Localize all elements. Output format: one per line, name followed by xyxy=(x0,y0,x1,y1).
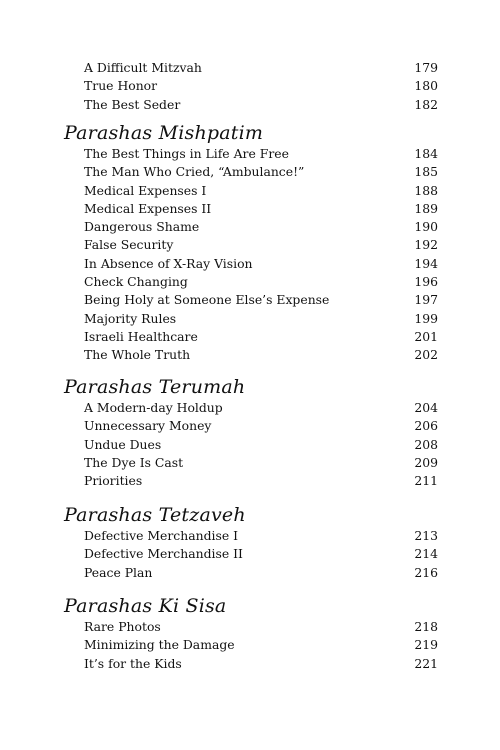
toc-entry-title: Unnecessary Money xyxy=(84,418,212,434)
toc-entry-page: 201 xyxy=(414,328,438,344)
toc-entry-title: It’s for the Kids xyxy=(84,655,182,671)
toc-entry-page: 199 xyxy=(414,310,438,326)
toc-entry-title: Peace Plan xyxy=(84,564,153,580)
toc-entry xyxy=(0,417,500,435)
toc-entry-page: 188 xyxy=(414,182,438,198)
toc-entry xyxy=(0,236,500,254)
toc-entry xyxy=(0,436,500,454)
toc-entry-page: 197 xyxy=(414,292,438,308)
toc-entry xyxy=(0,255,500,273)
toc-entry xyxy=(0,527,500,545)
toc-entry xyxy=(0,273,500,291)
toc-entry-page: 190 xyxy=(414,219,438,235)
toc-entry-page: 185 xyxy=(414,164,438,180)
toc-entry-title: Medical Expenses II xyxy=(84,200,212,216)
toc-entry-title: False Security xyxy=(84,237,174,253)
toc-entry-title: Minimizing the Damage xyxy=(84,637,235,653)
toc-entry-title: The Best Things in Life Are Free xyxy=(84,146,289,161)
toc-entry-title: Being Holy at Someone Else’s Expense xyxy=(84,292,330,308)
toc-entry xyxy=(0,77,500,95)
toc-entry-page: 204 xyxy=(414,400,438,415)
toc-entry xyxy=(0,346,500,364)
section-entries xyxy=(0,399,500,490)
toc-continued-entries xyxy=(0,59,500,114)
toc-entry-title: The Dye Is Cast xyxy=(84,454,184,470)
toc-entry-title: Check Changing xyxy=(84,274,188,290)
toc-entry-title: Majority Rules xyxy=(84,310,177,326)
toc-entry xyxy=(0,291,500,309)
toc-entry xyxy=(0,182,500,200)
section-heading: Parashas Mishpatim xyxy=(64,122,264,144)
toc-entry-page: 182 xyxy=(414,96,438,112)
section-heading: Parashas Ki Sisa xyxy=(64,595,227,617)
toc-entry-page: 214 xyxy=(414,546,438,562)
toc-entry xyxy=(0,454,500,472)
toc-entry-page: 221 xyxy=(414,655,438,671)
toc-entry xyxy=(0,545,500,563)
toc-entry-title: Medical Expenses I xyxy=(84,182,207,198)
toc-entry-page: 206 xyxy=(414,418,438,434)
toc-entry-page: 184 xyxy=(414,146,438,161)
toc-entry-title: Defective Merchandise I xyxy=(84,528,238,543)
toc-entry-title: Defective Merchandise II xyxy=(84,546,243,562)
toc-entry-page: 208 xyxy=(414,436,438,452)
toc-entry-page: 211 xyxy=(414,473,438,489)
toc-entry-page: 179 xyxy=(414,60,438,75)
toc-entry-title: The Whole Truth xyxy=(84,347,191,363)
toc-entry-page: 219 xyxy=(414,637,438,653)
toc-entry-title: Rare Photos xyxy=(84,619,161,634)
toc-entry-page: 194 xyxy=(414,255,438,271)
toc-entry xyxy=(0,636,500,654)
toc-entry-page: 218 xyxy=(414,619,438,634)
section-entries xyxy=(0,618,500,673)
toc-entry xyxy=(0,472,500,490)
section-entries xyxy=(0,527,500,582)
toc-entry-title: A Difficult Mitzvah xyxy=(84,60,202,75)
toc-entry-page: 180 xyxy=(414,78,438,94)
toc-entry xyxy=(0,618,500,636)
toc-entry-page: 216 xyxy=(414,564,438,580)
toc-entry xyxy=(0,328,500,346)
toc-entry-title: Israeli Healthcare xyxy=(84,328,198,344)
section-heading: Parashas Terumah xyxy=(64,376,246,398)
toc-entry-title: The Man Who Cried, “Ambulance!” xyxy=(84,164,305,180)
toc-entry xyxy=(0,163,500,181)
toc-entry-title: In Absence of X-Ray Vision xyxy=(84,255,253,271)
toc-entry-page: 213 xyxy=(414,528,438,543)
toc-entry xyxy=(0,96,500,114)
section-heading: Parashas Tetzaveh xyxy=(64,504,246,526)
toc-entry-title: True Honor xyxy=(84,78,158,94)
toc-entry-title: Undue Dues xyxy=(84,436,162,452)
toc-entry xyxy=(0,59,500,77)
toc-entry xyxy=(0,200,500,218)
toc-entry xyxy=(0,399,500,417)
toc-entry-page: 192 xyxy=(414,237,438,253)
toc-entry-title: A Modern-day Holdup xyxy=(84,400,223,415)
toc-entry-page: 202 xyxy=(414,347,438,363)
toc-entry-title: The Best Seder xyxy=(84,96,181,112)
toc-entry xyxy=(0,564,500,582)
toc-entry-title: Priorities xyxy=(84,473,143,489)
toc-entry-page: 189 xyxy=(414,200,438,216)
toc-entry xyxy=(0,655,500,673)
section-entries xyxy=(0,145,500,365)
toc-entry xyxy=(0,310,500,328)
toc-entry-page: 209 xyxy=(414,454,438,470)
toc-entry-title: Dangerous Shame xyxy=(84,219,200,235)
toc-entry xyxy=(0,145,500,163)
toc-entry xyxy=(0,218,500,236)
toc-entry-page: 196 xyxy=(414,274,438,290)
